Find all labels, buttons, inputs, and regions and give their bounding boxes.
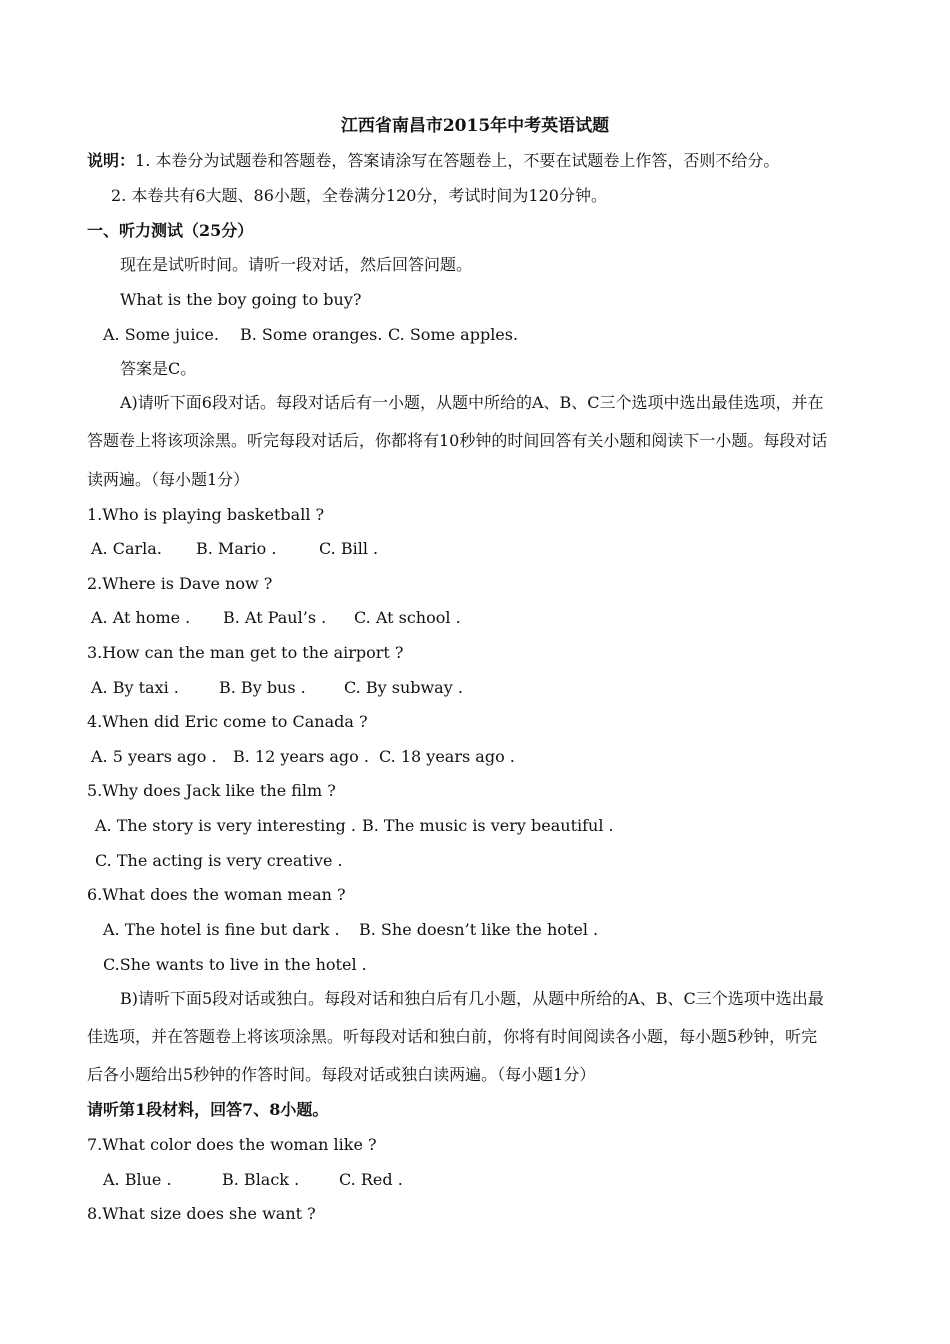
instructions-label: 说明： bbox=[87, 151, 136, 170]
q4-option-a: A. 5 years ago . bbox=[91, 747, 217, 766]
part-a-instructions-line-3: 读两遍。（每小题1分） bbox=[87, 470, 250, 489]
trial-option-b: B. Some oranges. bbox=[240, 325, 383, 344]
trial-option-c: C. Some apples. bbox=[388, 325, 519, 344]
q4-option-c: C. 18 years ago . bbox=[379, 747, 515, 766]
part-a-instructions-line-1: A)请听下面6段对话。每段对话后有一小题，从题中所给的A、B、C三个选项中选出最佳选项，并在 bbox=[120, 393, 824, 412]
question-1: 1.Who is playing basketball ? bbox=[87, 505, 325, 524]
q2-option-a: A. At home . bbox=[91, 608, 191, 627]
instructions-line-1 bbox=[87, 151, 779, 171]
part-b-instructions-line-1: B)请听下面5段对话或独白。每段对话和独白后有几小题，从题中所给的A、B、C三个选项中选出最 bbox=[120, 989, 824, 1008]
part-a-instructions-line-2: 答题卷上将该项涂黑。听完每段对话后，你都将有10秒钟的时间回答有关小题和阅读下一小题。每段对话 bbox=[87, 431, 828, 450]
q6-option-a: A. The hotel is fine but dark . bbox=[103, 920, 340, 939]
instructions-item-2: 2. 本卷共有6大题、86小题，全卷满分120分，考试时间为120分钟。 bbox=[111, 186, 607, 205]
question-2: 2.Where is Dave now ? bbox=[87, 574, 273, 593]
q3-option-b: B. By bus . bbox=[219, 678, 306, 697]
instructions-item-1: 1. 本卷分为试题卷和答题卷，答案请涂写在答题卷上，不要在试题卷上作答，否则不给分。 bbox=[135, 151, 780, 170]
trial-intro: 现在是试听时间。请听一段对话，然后回答问题。 bbox=[120, 255, 473, 274]
q2-option-b: B. At Paul’s . bbox=[223, 608, 327, 627]
q5-option-c: C. The acting is very creative . bbox=[95, 851, 343, 870]
question-5: 5.Why does Jack like the film ? bbox=[87, 781, 336, 800]
trial-option-a: A. Some juice. bbox=[103, 325, 219, 344]
part-b-instructions-line-2: 佳选项，并在答题卷上将该项涂黑。听每段对话和独白前，你将有时间阅读各小题，每小题5秒钟，听完 bbox=[87, 1027, 818, 1046]
trial-answer: 答案是C。 bbox=[120, 359, 197, 378]
q1-option-a: A. Carla. bbox=[91, 539, 162, 558]
q2-option-c: C. At school . bbox=[354, 608, 461, 627]
q3-option-a: A. By taxi . bbox=[91, 678, 179, 697]
q1-option-b: B. Mario . bbox=[196, 539, 277, 558]
part-b-instructions-line-3: 后各小题给出5秒钟的作答时间。每段对话或独白读两遍。（每小题1分） bbox=[87, 1065, 596, 1084]
question-6: 6.What does the woman mean ? bbox=[87, 885, 346, 904]
q6-option-b: B. She doesn’t like the hotel . bbox=[359, 920, 599, 939]
q1-option-c: C. Bill . bbox=[319, 539, 379, 558]
section-heading-listening: 一、听力测试（25分） bbox=[87, 221, 254, 240]
q3-option-c: C. By subway . bbox=[344, 678, 463, 697]
q4-option-b: B. 12 years ago . bbox=[233, 747, 369, 766]
question-3: 3.How can the man get to the airport ? bbox=[87, 643, 404, 662]
q6-option-c: C.She wants to live in the hotel . bbox=[103, 955, 367, 974]
q7-option-a: A. Blue . bbox=[103, 1170, 172, 1189]
q7-option-c: C. Red . bbox=[339, 1170, 403, 1189]
material-1-heading: 请听第1段材料，回答7、8小题。 bbox=[87, 1100, 329, 1119]
question-8: 8.What size does she want ? bbox=[87, 1204, 316, 1223]
q5-option-b: B. The music is very beautiful . bbox=[362, 816, 614, 835]
page-title: 江西省南昌市2015年中考英语试题 bbox=[340, 116, 610, 136]
question-4: 4.When did Eric come to Canada ? bbox=[87, 712, 368, 731]
q7-option-b: B. Black . bbox=[222, 1170, 300, 1189]
q5-option-a: A. The story is very interesting . bbox=[95, 816, 356, 835]
trial-question: What is the boy going to buy? bbox=[120, 290, 362, 309]
question-7: 7.What color does the woman like ? bbox=[87, 1135, 377, 1154]
